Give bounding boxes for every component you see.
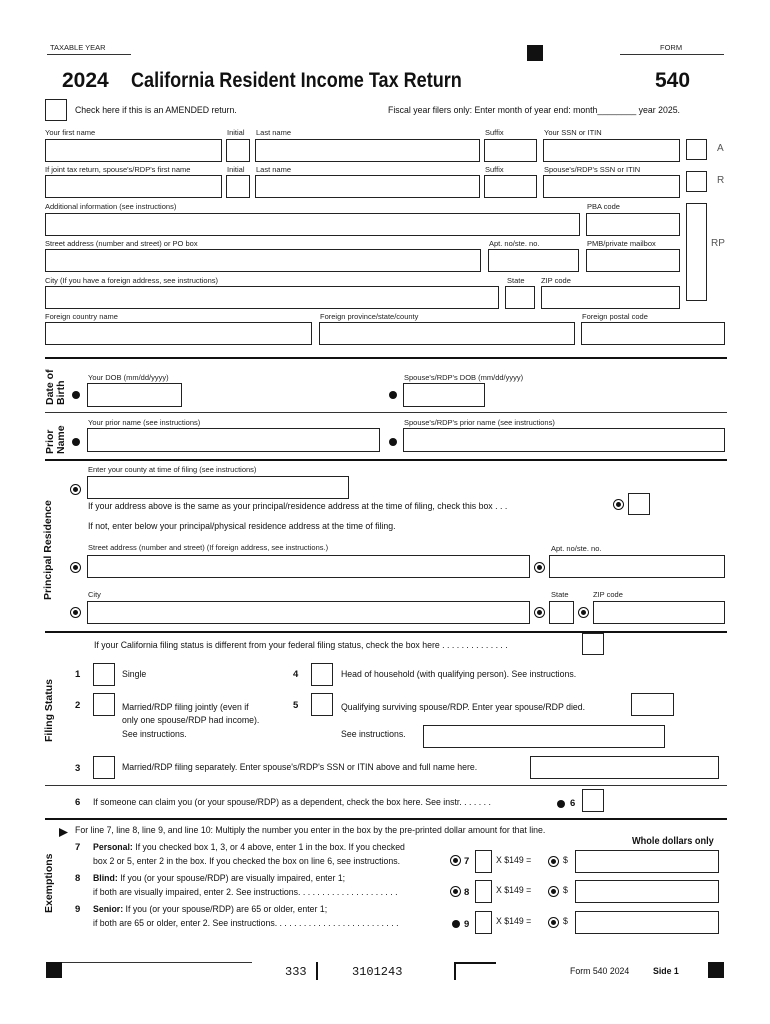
whole-dollars-label: Whole dollars only [632, 836, 714, 847]
code-a-label: A [717, 143, 724, 154]
side-label-line: Name [55, 425, 68, 454]
line-9-text-a: If you (or your spouse/RDP) are 65 or older, enter 1; [125, 904, 328, 915]
divider [454, 962, 456, 980]
bullet-icon [72, 438, 80, 446]
state-field[interactable] [505, 286, 535, 309]
code-rp-box[interactable] [686, 203, 707, 301]
street-address-label: Street address (number and street) or PO box [45, 239, 198, 248]
residence-state-label: State [551, 590, 569, 599]
line-9-text [93, 905, 327, 915]
different-status-checkbox[interactable] [582, 633, 604, 655]
residence-apt-field[interactable] [549, 555, 725, 578]
arrow-right-icon [59, 828, 68, 837]
target-icon [548, 856, 559, 867]
line-9-count-field[interactable] [475, 911, 492, 934]
date-of-birth-side-label [45, 369, 67, 405]
line-number: 6 [75, 797, 81, 808]
divider [45, 412, 727, 413]
registration-mark [708, 962, 724, 978]
line-7-text-b: box 2 or 5, enter 2 in the box. If you checked the box on line 6, see instructions. [93, 856, 401, 867]
form-code-3101243: 3101243 [352, 965, 403, 979]
residence-apt-label: Apt. no/ste. no. [551, 544, 602, 553]
line-7-amount-field[interactable] [575, 850, 719, 873]
line-8-count-field[interactable] [475, 880, 492, 903]
divider [47, 54, 131, 55]
x-149-label: X $149 = [496, 855, 532, 866]
spouse-prior-name-field[interactable] [403, 428, 725, 452]
line-8-heading: Blind: [93, 873, 118, 884]
registration-mark [527, 45, 543, 61]
footer-side-label: Side 1 [653, 966, 679, 977]
target-icon [548, 917, 559, 928]
filing-status-side-label: Filing Status [43, 679, 55, 742]
page-title: California Resident Income Tax Return [131, 69, 462, 92]
suffix-field[interactable] [484, 139, 537, 162]
target-icon [70, 562, 81, 573]
married-joint-checkbox[interactable] [93, 693, 115, 716]
bullet-icon [389, 391, 397, 399]
city-label: City (If you have a foreign address, see instructions) [45, 276, 218, 285]
code-r-box[interactable] [686, 171, 707, 192]
head-of-household-checkbox[interactable] [311, 663, 333, 686]
spouse-died-year-field[interactable] [631, 693, 674, 716]
residence-zip-label: ZIP code [593, 590, 623, 599]
not-same-address-text: If not, enter below your principal/physical residence address at the time of filing. [88, 521, 396, 532]
apt-label: Apt. no/ste. no. [489, 239, 540, 248]
line-7-text [93, 843, 405, 853]
divider [45, 785, 727, 786]
target-icon [534, 607, 545, 618]
line-number: 8 [75, 873, 81, 884]
principal-residence-side-label: Principal Residence [42, 500, 54, 600]
divider [316, 962, 318, 980]
additional-info-label: Additional information (see instructions) [45, 202, 177, 211]
target-icon [70, 484, 81, 495]
residence-zip-field[interactable] [593, 601, 725, 624]
same-address-checkbox[interactable] [628, 493, 650, 515]
qualifying-surviving-spouse-label: Qualifying surviving spouse/RDP. Enter year spouse/RDP died. [341, 702, 586, 713]
prior-name-side-label [45, 425, 67, 454]
divider [454, 962, 496, 964]
residence-state-field[interactable] [549, 601, 574, 624]
bullet-icon [557, 800, 565, 808]
qss-extra-field[interactable] [423, 725, 665, 748]
line-7-text-a: If you checked box 1, 3, or 4 above, enter 1 in the box. If you checked [135, 842, 405, 853]
foreign-province-label: Foreign province/state/county [320, 312, 419, 321]
married-separate-checkbox[interactable] [93, 756, 115, 779]
single-checkbox[interactable] [93, 663, 115, 686]
spouse-full-name-field[interactable] [530, 756, 719, 779]
spouse-prior-name-label: Spouse's/RDP's prior name (see instructions) [404, 418, 555, 427]
foreign-postal-field[interactable] [581, 322, 725, 345]
married-joint-label-line2: only one spouse/RDP had income). [122, 715, 260, 726]
section-divider [45, 818, 727, 820]
registration-mark [46, 962, 62, 978]
pba-code-label: PBA code [587, 202, 620, 211]
spouse-initial-field[interactable] [226, 175, 250, 198]
line-9-heading: Senior: [93, 904, 124, 915]
line-number: 2 [75, 700, 81, 711]
line-number: 9 [464, 919, 470, 930]
tax-year: 2024 [62, 69, 109, 92]
pba-code-field[interactable] [586, 213, 680, 236]
exemptions-side-label: Exemptions [43, 853, 55, 913]
taxable-year-label: TAXABLE YEAR [50, 43, 106, 52]
amended-label: Check here if this is an AMENDED return. [75, 105, 237, 116]
foreign-country-field[interactable] [45, 322, 312, 345]
city-field[interactable] [45, 286, 499, 309]
form-number: 540 [655, 69, 691, 92]
footer-form-label: Form 540 2024 [570, 966, 630, 977]
initial-field[interactable] [226, 139, 250, 162]
state-label: State [507, 276, 525, 285]
line-number: 3 [75, 763, 81, 774]
spouse-last-name-label: Last name [256, 165, 292, 174]
line-number: 7 [464, 856, 470, 867]
line-9-amount-field[interactable] [575, 911, 719, 934]
your-dob-label: Your DOB (mm/dd/yyyy) [88, 373, 169, 382]
spouse-dob-field[interactable] [403, 383, 485, 407]
bullet-icon [452, 920, 460, 928]
section-divider [45, 631, 727, 633]
code-rp-label: RP [711, 238, 725, 249]
qualifying-surviving-spouse-checkbox[interactable] [311, 693, 333, 716]
dependent-text: If someone can claim you (or your spouse/RDP) as a dependent, check the box here. See instr. . . . . . . [93, 797, 491, 808]
target-icon [450, 855, 461, 866]
code-r-label: R [717, 175, 725, 186]
side-label-line: Birth [55, 380, 68, 405]
target-icon [613, 499, 624, 510]
spouse-last-name-field[interactable] [255, 175, 480, 198]
your-prior-name-label: Your prior name (see instructions) [88, 418, 201, 427]
amended-checkbox[interactable] [45, 99, 67, 121]
fiscal-year-text: Fiscal year filers only: Enter month of year end: month________ year 2025. [388, 105, 680, 116]
county-field[interactable] [87, 476, 349, 499]
spouse-ssn-label: Spouse's/RDP's SSN or ITIN [544, 165, 641, 174]
line-7-heading: Personal: [93, 842, 133, 853]
section-divider [45, 357, 727, 359]
dependent-checkbox[interactable] [582, 789, 604, 812]
spouse-first-name-label: If joint tax return, spouse's/RDP's first name [45, 165, 191, 174]
bullet-icon [72, 391, 80, 399]
ssn-field[interactable] [543, 139, 680, 162]
line-8-text [93, 874, 345, 884]
dollar-sign: $ [563, 916, 568, 927]
married-joint-label-line3: See instructions. [122, 729, 187, 740]
single-label: Single [122, 669, 147, 680]
your-prior-name-field[interactable] [87, 428, 380, 452]
line-number: 4 [293, 669, 299, 680]
line-number: 7 [75, 842, 81, 853]
first-name-field[interactable] [45, 139, 222, 162]
foreign-province-field[interactable] [319, 322, 575, 345]
code-a-box[interactable] [686, 139, 707, 160]
spouse-first-name-field[interactable] [45, 175, 222, 198]
spouse-dob-label: Spouse's/RDP's DOB (mm/dd/yyyy) [404, 373, 524, 382]
exemptions-intro: For line 7, line 8, line 9, and line 10: Multiply the number you enter in the box by the pre-printed dollar amount for that line. [75, 825, 546, 836]
form-label: FORM [660, 43, 683, 52]
line-number: 5 [293, 700, 299, 711]
apt-field[interactable] [488, 249, 579, 272]
foreign-postal-label: Foreign postal code [582, 312, 648, 321]
same-address-text: If your address above is the same as your principal/residence address at the time of filing, check this box . . . [88, 501, 508, 512]
married-separate-label: Married/RDP filing separately. Enter spouse's/RDP's SSN or ITIN above and full name here. [122, 762, 478, 773]
residence-street-label: Street address (number and street) (If foreign address, see instructions.) [88, 543, 329, 552]
line-number: 8 [464, 887, 470, 898]
additional-info-field[interactable] [45, 213, 580, 236]
x-149-label: X $149 = [496, 885, 532, 896]
residence-city-label: City [88, 590, 101, 599]
ssn-label: Your SSN or ITIN [544, 128, 602, 137]
line-number: 1 [75, 669, 81, 680]
pmb-label: PMB/private mailbox [587, 239, 656, 248]
side-label-line: Date of [44, 369, 56, 405]
target-icon [534, 562, 545, 573]
zip-label: ZIP code [541, 276, 571, 285]
county-label: Enter your county at time of filing (see instructions) [88, 465, 257, 474]
pmb-field[interactable] [586, 249, 680, 272]
target-icon [548, 886, 559, 897]
target-icon [450, 886, 461, 897]
dollar-sign: $ [563, 885, 568, 896]
divider [620, 54, 724, 55]
side-label-line: Prior [44, 429, 56, 454]
line-7-count-field[interactable] [475, 850, 492, 873]
residence-street-field[interactable] [87, 555, 530, 578]
street-address-field[interactable] [45, 249, 481, 272]
line-8-text-b: if both are visually impaired, enter 2. See instructions. . . . . . . . . . . . . . . . . . . . . [93, 887, 398, 898]
section-divider [45, 459, 727, 461]
first-name-label: Your first name [45, 128, 96, 137]
line-8-amount-field[interactable] [575, 880, 719, 903]
target-icon [578, 607, 589, 618]
different-status-text: If your California filing status is different from your federal filing status, check the box here . . . . . . . . . . . . . . [94, 640, 508, 651]
line-number: 6 [570, 798, 576, 809]
residence-city-field[interactable] [87, 601, 530, 624]
spouse-initial-label: Initial [227, 165, 245, 174]
line-number: 9 [75, 904, 81, 915]
line-9-text-b: if both are 65 or older, enter 2. See instructions. . . . . . . . . . . . . . . . . . . . . . . . . . [93, 918, 399, 929]
initial-label: Initial [227, 128, 245, 137]
suffix-label: Suffix [485, 128, 504, 137]
last-name-field[interactable] [255, 139, 480, 162]
bullet-icon [389, 438, 397, 446]
qualifying-surviving-spouse-see-instructions: See instructions. [341, 729, 406, 740]
last-name-label: Last name [256, 128, 292, 137]
foreign-country-label: Foreign country name [45, 312, 118, 321]
dollar-sign: $ [563, 855, 568, 866]
head-of-household-label: Head of household (with qualifying person). See instructions. [341, 669, 577, 680]
x-149-label: X $149 = [496, 916, 532, 927]
line-8-text-a: If you (or your spouse/RDP) are visually impaired, enter 1; [120, 873, 346, 884]
divider [62, 962, 252, 963]
your-dob-field[interactable] [87, 383, 182, 407]
spouse-ssn-field[interactable] [543, 175, 680, 198]
form-code-333: 333 [285, 965, 307, 979]
zip-field[interactable] [541, 286, 680, 309]
spouse-suffix-field[interactable] [484, 175, 537, 198]
spouse-suffix-label: Suffix [485, 165, 504, 174]
target-icon [70, 607, 81, 618]
married-joint-label-line1: Married/RDP filing jointly (even if [122, 702, 249, 713]
